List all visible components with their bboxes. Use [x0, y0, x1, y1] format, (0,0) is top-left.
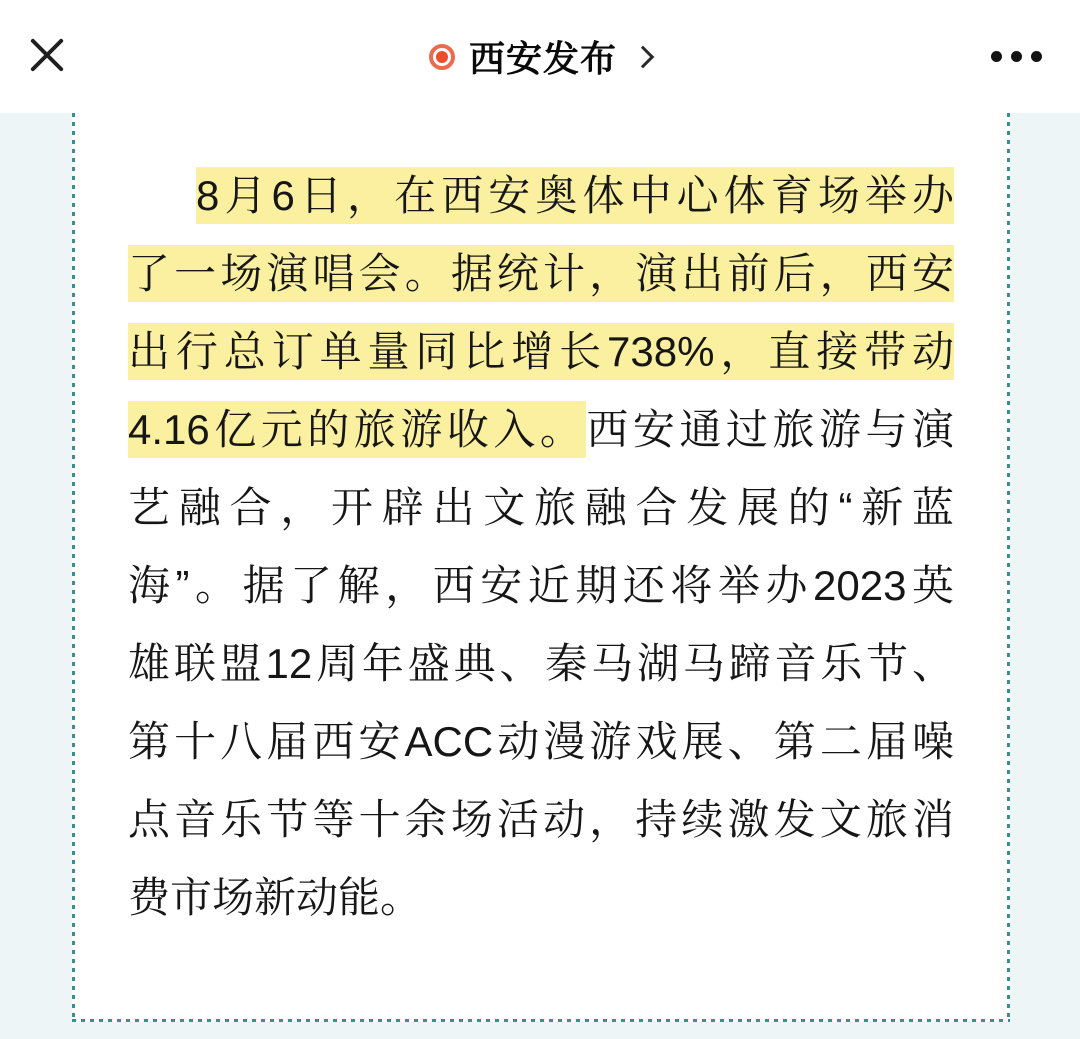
dashed-border-bottom [72, 1019, 1010, 1022]
chevron-right-icon [632, 45, 655, 68]
text-line [128, 157, 954, 235]
header-bar [0, 0, 1080, 113]
article-card [72, 113, 1010, 1022]
plain-text: 西安通过旅游与演 [586, 406, 954, 453]
dashed-border-left [72, 113, 75, 1022]
text-line [128, 547, 954, 625]
highlighted-text: 4.16亿元的旅游收入。 [128, 401, 586, 458]
highlighted-text: 出行总订单量同比增长738%，直接带动 [128, 323, 954, 380]
text-line [128, 703, 954, 781]
plain-text: 艺融合，开辟出文旅融合发展的“新蓝 [128, 484, 954, 531]
ellipsis-dot-icon [1031, 51, 1042, 62]
account-badge-icon [429, 44, 455, 70]
text-line [128, 235, 954, 313]
ellipsis-dot-icon [1011, 51, 1022, 62]
highlighted-text: 8月6日，在西安奥体中心体育场举办 [196, 167, 954, 224]
text-line [128, 781, 954, 859]
dashed-border-right [1007, 113, 1010, 1022]
text-line [128, 391, 954, 469]
account-title-row[interactable] [0, 0, 1080, 113]
highlighted-text: 了一场演唱会。据统计，演出前后，西安 [128, 245, 954, 302]
more-menu-button[interactable] [987, 38, 1046, 74]
text-line [128, 859, 954, 937]
text-line [128, 625, 954, 703]
plain-text: 费市场新动能。 [128, 874, 423, 921]
plain-text: 雄联盟12周年盛典、秦马湖马蹄音乐节、 [128, 640, 954, 687]
plain-text: 海”。据了解，西安近期还将举办2023英 [128, 562, 954, 609]
page-background [0, 113, 1080, 1039]
article-paragraph [72, 113, 1010, 937]
ellipsis-dot-icon [991, 51, 1002, 62]
account-badge-core-icon [436, 51, 448, 63]
text-line [128, 313, 954, 391]
account-name: 西安发布 [468, 38, 617, 79]
plain-text: 第十八届西安ACC动漫游戏展、第二届噪 [128, 718, 954, 765]
plain-text: 点音乐节等十余场活动，持续激发文旅消 [128, 796, 954, 843]
text-line [128, 469, 954, 547]
